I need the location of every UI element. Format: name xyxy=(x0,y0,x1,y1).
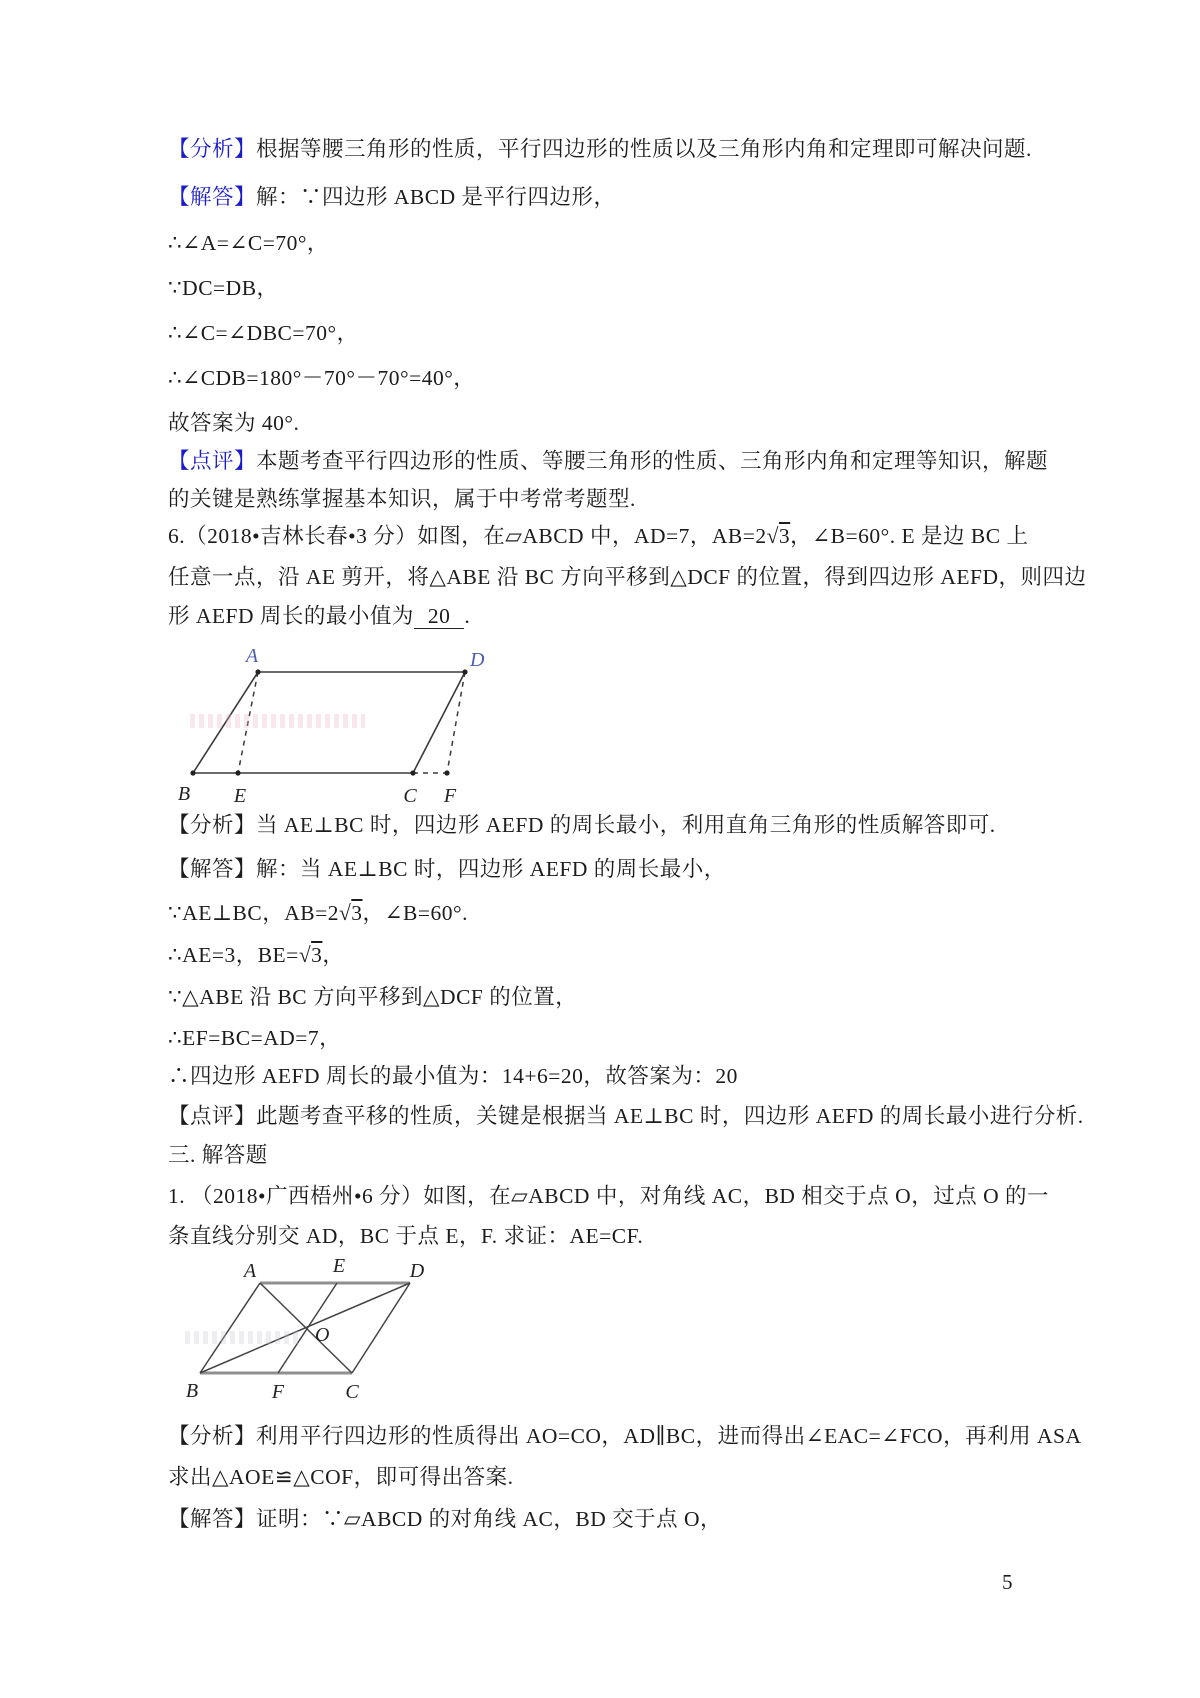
fig2-label-E: E xyxy=(332,1255,346,1277)
p6-comment-line xyxy=(168,1101,1084,1131)
p6-stem-line3 xyxy=(168,601,470,631)
analysis-text: 根据等腰三角形的性质，平行四边形的性质以及三角形内角和定理即可解决问题. xyxy=(256,137,1032,161)
page-number: 5 xyxy=(1002,1570,1013,1594)
fig2-label-B: B xyxy=(185,1380,199,1402)
p5-answer-line xyxy=(168,182,616,212)
figure-parallelogram-abcd-translate xyxy=(160,628,500,818)
fig1-label-E: E xyxy=(233,785,247,807)
section-heading: 三. 解答题 xyxy=(168,1143,268,1167)
p6-step2: ∴AE=3，BE=√3， xyxy=(168,943,345,967)
p5-step1: ∴∠A=∠C=70°， xyxy=(168,231,329,255)
p6-analysis-line xyxy=(168,810,996,840)
p5-comment-line2: 的关键是熟练掌握基本知识，属于中考常考题型. xyxy=(168,487,636,511)
p5-step4: ∴∠CDB=180°－70°－70°=40°， xyxy=(168,366,476,390)
figure-parallelogram-abcd-diagonals xyxy=(155,1250,470,1415)
fig1-label-C: C xyxy=(403,785,417,807)
comment-label: 【点评】 xyxy=(168,1104,257,1128)
p6-answer-blank: 20 xyxy=(414,604,465,629)
analysis-label: 【分析】 xyxy=(168,813,257,837)
p5-comment-line1 xyxy=(168,446,1048,476)
p6-answer-line xyxy=(168,854,726,884)
analysis-label: 【分析】 xyxy=(168,1424,257,1448)
answer-label: 【解答】 xyxy=(168,185,257,209)
p6-step4: ∴EF=BC=AD=7， xyxy=(168,1026,342,1050)
p6-step1: ∵AE⊥BC，AB=2√3，∠B=60°. xyxy=(168,901,468,925)
analysis-label: 【分析】 xyxy=(168,137,257,161)
fig1-label-A: A xyxy=(245,645,259,667)
p5-step3: ∴∠C=∠DBC=70°， xyxy=(168,321,359,345)
fig1-label-F: F xyxy=(443,785,457,807)
fig1-label-B: B xyxy=(177,783,191,805)
p6-stem-line3-prefix: 形 AEFD 周长的最小值为 xyxy=(168,604,414,628)
answer-label: 【解答】 xyxy=(168,1507,257,1531)
comment-text: 此题考查平移的性质，关键是根据当 AE⊥BC 时，四边形 AEFD 的周长最小进行分析. xyxy=(256,1104,1084,1128)
p5-analysis-line xyxy=(168,134,1032,164)
answer-label: 【解答】 xyxy=(168,857,257,881)
fig2-label-D: D xyxy=(409,1260,425,1282)
comment-label: 【点评】 xyxy=(168,449,257,473)
fig2-label-A: A xyxy=(243,1260,257,1282)
answer-text: 证明：∵▱ABCD 的对角线 AC，BD 交于点 O， xyxy=(256,1507,723,1531)
fig2-label-C: C xyxy=(345,1381,359,1403)
analysis-text-1: 利用平行四边形的性质得出 AO=CO，AD∥BC，进而得出∠EAC=∠FCO，再利用 ASA xyxy=(256,1424,1082,1448)
answer-text: 解：当 AE⊥BC 时，四边形 AEFD 的周长最小， xyxy=(256,857,726,881)
p1-analysis-line2: 求出△AOE≌△COF，即可得出答案. xyxy=(168,1465,514,1489)
p6-step5: ∴四边形 AEFD 周长的最小值为：14+6=20，故答案为：20 xyxy=(168,1064,738,1088)
p1-stem-line1: 1. （2018•广西梧州•6 分）如图，在▱ABCD 中，对角线 AC，BD 相交于点 O，过点 O 的一 xyxy=(168,1184,1049,1208)
p6-stem-line2: 任意一点，沿 AE 剪开，将△ABE 沿 BC 方向平移到△DCF 的位置，得到四边形 AEFD，则四边 xyxy=(168,565,1087,589)
fig2-label-O: O xyxy=(315,1324,330,1346)
p6-stem-line1: 6.（2018•吉林长春•3 分）如图，在▱ABCD 中，AD=7，AB=2√3，∠B=60°. E 是边 BC 上 xyxy=(168,524,1029,548)
p1-stem-line2: 条直线分别交 AD，BC 于点 E，F. 求证：AE=CF. xyxy=(168,1224,644,1248)
fig1-label-D: D xyxy=(470,649,485,671)
p5-step2: ∵DC=DB， xyxy=(168,276,279,300)
analysis-text: 当 AE⊥BC 时，四边形 AEFD 的周长最小，利用直角三角形的性质解答即可. xyxy=(256,813,996,837)
p5-step5: 故答案为 40°. xyxy=(168,411,300,435)
answer-text: 解：∵四边形 ABCD 是平行四边形， xyxy=(256,185,616,209)
p6-stem-line3-suffix: . xyxy=(464,604,471,628)
fig2-label-F: F xyxy=(271,1381,285,1403)
p1-answer-line xyxy=(168,1504,722,1534)
comment-text-1: 本题考查平行四边形的性质、等腰三角形的性质、三角形内角和定理等知识，解题 xyxy=(256,449,1049,473)
p1-analysis-line1 xyxy=(168,1421,1081,1451)
p6-step3: ∵△ABE 沿 BC 方向平移到△DCF 的位置， xyxy=(168,985,578,1009)
